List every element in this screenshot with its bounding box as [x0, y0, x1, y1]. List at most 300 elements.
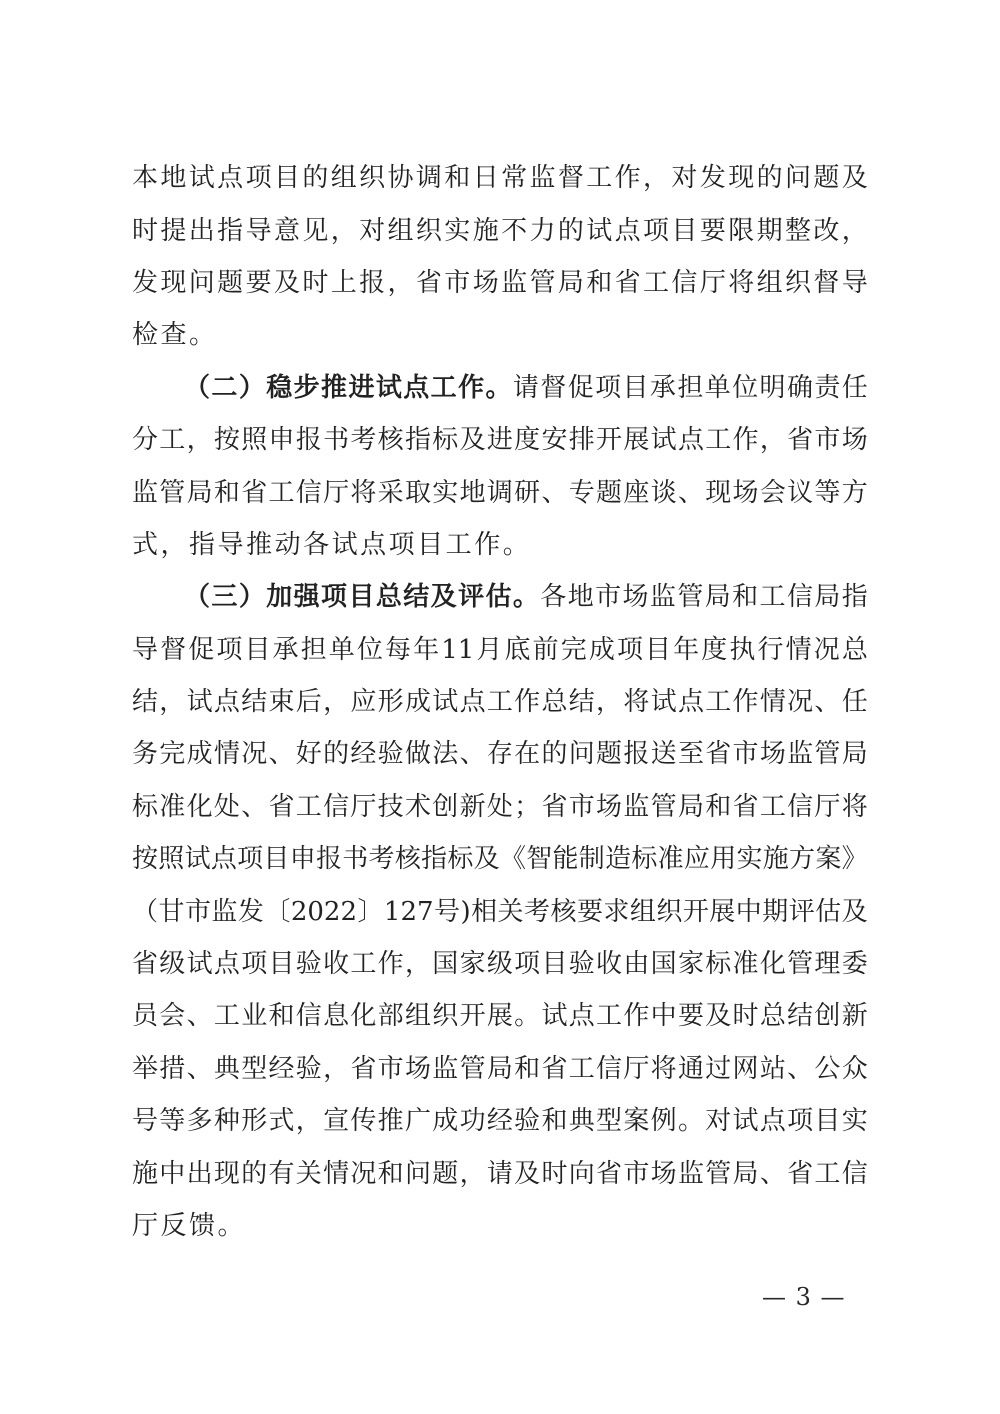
- glyph: 要: [699, 215, 726, 246]
- glyph: 技: [377, 791, 404, 822]
- glyph: ，: [160, 529, 187, 560]
- glyph: 标: [631, 844, 658, 875]
- glyph: 局: [186, 477, 213, 508]
- glyph: 目: [814, 1106, 841, 1137]
- glyph: 报: [315, 844, 342, 875]
- glyph: 试: [184, 844, 211, 875]
- glyph: 发: [237, 896, 264, 927]
- glyph: 型: [596, 1106, 623, 1137]
- glyph: 考: [524, 896, 551, 927]
- glyph: 局: [677, 791, 704, 822]
- glyph: 承: [649, 372, 676, 403]
- glyph: 请: [486, 1158, 513, 1189]
- glyph: 步: [293, 372, 320, 403]
- glyph: 实: [841, 1106, 868, 1137]
- glyph: ；: [514, 791, 541, 822]
- glyph: 、: [677, 477, 704, 508]
- glyph: 题: [432, 1158, 459, 1189]
- glyph: 措: [159, 1053, 186, 1084]
- glyph: 化: [186, 791, 213, 822]
- glyph: 目: [671, 215, 698, 246]
- glyph: 。: [512, 582, 539, 613]
- glyph: 将: [728, 267, 755, 298]
- glyph: 127: [383, 896, 434, 927]
- glyph: 责: [814, 372, 841, 403]
- glyph: 导: [217, 529, 244, 560]
- glyph: 后: [295, 687, 322, 718]
- glyph: 谈: [650, 477, 677, 508]
- glyph: 管: [650, 791, 677, 822]
- glyph: 三: [211, 582, 238, 613]
- glyph: 过: [705, 1053, 732, 1084]
- glyph: 问: [568, 739, 595, 770]
- glyph: 部: [377, 1001, 404, 1032]
- glyph: 制: [578, 844, 605, 875]
- glyph: 场: [596, 791, 623, 822]
- glyph: 工: [159, 425, 186, 456]
- glyph: 市: [444, 267, 471, 298]
- glyph: 作: [514, 687, 541, 718]
- glyph: 总: [375, 582, 402, 613]
- glyph: 信: [295, 1001, 322, 1032]
- glyph: 组: [404, 1001, 431, 1032]
- glyph: 况: [813, 634, 840, 665]
- glyph: 工: [445, 529, 472, 560]
- glyph: 经: [350, 739, 377, 770]
- glyph: 位: [732, 372, 759, 403]
- glyph: 信: [787, 791, 814, 822]
- glyph: 、: [787, 1053, 814, 1084]
- glyph: 场: [472, 267, 499, 298]
- glyph: 核: [394, 844, 421, 875]
- glyph: 项: [514, 949, 541, 980]
- glyph: 管: [677, 582, 704, 613]
- glyph: 监: [787, 739, 814, 770]
- glyph: 国: [432, 949, 459, 980]
- glyph: 任: [841, 687, 868, 718]
- glyph: 项: [643, 215, 670, 246]
- glyph: 信: [841, 1158, 868, 1189]
- text-line: [132, 1200, 868, 1252]
- glyph: 要: [576, 896, 603, 927]
- glyph: 场: [841, 425, 868, 456]
- glyph: 术: [404, 791, 431, 822]
- text-line: [132, 676, 868, 728]
- glyph: 组: [629, 896, 656, 927]
- glyph: 场: [759, 739, 786, 770]
- glyph: ，: [323, 687, 350, 718]
- glyph: 申: [268, 425, 295, 456]
- glyph: 督: [540, 372, 567, 403]
- glyph: 工: [350, 949, 377, 980]
- glyph: 式: [268, 1106, 295, 1137]
- glyph: 作: [623, 1001, 650, 1032]
- glyph: 指: [217, 215, 244, 246]
- glyph: 对: [359, 215, 386, 246]
- glyph: 作: [458, 372, 485, 403]
- glyph: 的: [241, 1158, 268, 1189]
- glyph: 织: [656, 896, 683, 927]
- glyph: 造: [605, 844, 632, 875]
- glyph: 应: [683, 844, 710, 875]
- glyph: 管: [705, 1158, 732, 1189]
- glyph: 施: [132, 1158, 159, 1189]
- glyph: 报: [359, 267, 386, 298]
- glyph: 题: [217, 267, 244, 298]
- glyph: 作: [377, 949, 404, 980]
- glyph: 厅: [623, 1053, 650, 1084]
- glyph: 现: [705, 477, 732, 508]
- glyph: 不: [501, 215, 528, 246]
- glyph: 准: [159, 791, 186, 822]
- glyph: 期: [762, 896, 789, 927]
- glyph: 督: [160, 634, 187, 665]
- glyph: 试: [186, 949, 213, 980]
- glyph: 推: [321, 372, 348, 403]
- glyph: 监: [432, 1053, 459, 1084]
- glyph: 准: [657, 844, 684, 875]
- glyph: 处: [486, 791, 513, 822]
- glyph: 开: [459, 1001, 486, 1032]
- glyph: 委: [841, 949, 868, 980]
- glyph: 化: [759, 949, 786, 980]
- glyph: 场: [622, 582, 649, 613]
- glyph: 行: [757, 634, 784, 665]
- glyph: 月: [476, 634, 503, 665]
- glyph: 、: [186, 1001, 213, 1032]
- glyph: 前: [532, 634, 559, 665]
- glyph: 照: [241, 425, 268, 456]
- glyph: 关: [497, 896, 524, 927]
- glyph: 开: [596, 425, 623, 456]
- glyph: 级: [159, 949, 186, 980]
- glyph: 织: [359, 163, 386, 194]
- glyph: 调: [415, 163, 442, 194]
- glyph: 经: [268, 1053, 295, 1084]
- glyph: 单: [704, 372, 731, 403]
- glyph: （: [184, 582, 211, 613]
- glyph: 种: [213, 1106, 240, 1137]
- glyph: 申: [289, 844, 316, 875]
- glyph: 经: [486, 1106, 513, 1137]
- glyph: 的: [756, 163, 783, 194]
- glyph: 出: [188, 215, 215, 246]
- glyph: 要: [245, 267, 272, 298]
- glyph: 展: [709, 896, 736, 927]
- glyph: 、: [814, 687, 841, 718]
- glyph: 书: [323, 425, 350, 456]
- glyph: 省: [787, 425, 814, 456]
- glyph: 发: [699, 163, 726, 194]
- glyph: 馈: [189, 1211, 216, 1241]
- glyph: 法: [432, 739, 459, 770]
- glyph: 创: [432, 791, 459, 822]
- glyph: 中: [735, 896, 762, 927]
- glyph: 地: [160, 163, 187, 194]
- glyph: 二: [211, 372, 238, 403]
- glyph: 组: [330, 163, 357, 194]
- glyph: 省: [415, 267, 442, 298]
- glyph: 成: [588, 634, 615, 665]
- glyph: 市: [377, 1053, 404, 1084]
- glyph: 市: [568, 791, 595, 822]
- glyph: 目: [348, 582, 375, 613]
- glyph: 厅: [132, 1211, 159, 1241]
- glyph: ，: [295, 1106, 322, 1137]
- glyph: 作: [474, 529, 501, 560]
- glyph: 反: [160, 1211, 187, 1241]
- glyph: 推: [246, 529, 273, 560]
- glyph: ，: [330, 215, 357, 246]
- glyph: 场: [404, 1053, 431, 1084]
- glyph: 问: [784, 163, 811, 194]
- glyph: 信: [295, 477, 322, 508]
- glyph: 、: [268, 739, 295, 770]
- glyph: 级: [486, 949, 513, 980]
- glyph: 整: [784, 215, 811, 246]
- glyph: 总: [541, 687, 568, 718]
- glyph: 点: [459, 687, 486, 718]
- glyph: 等: [159, 1106, 186, 1137]
- glyph: 推: [377, 1106, 404, 1137]
- glyph: 期: [756, 215, 783, 246]
- glyph: 检: [132, 320, 159, 351]
- text-line: [132, 1095, 868, 1147]
- glyph: 》: [841, 844, 868, 875]
- glyph: 众: [841, 1053, 868, 1084]
- glyph: 按: [132, 844, 159, 875]
- glyph: 传: [350, 1106, 377, 1137]
- glyph: 点: [759, 1106, 786, 1137]
- glyph: 项: [241, 949, 268, 980]
- glyph: 〔: [264, 896, 291, 927]
- text-line: [132, 519, 868, 571]
- glyph: 局: [841, 739, 868, 770]
- glyph: 常: [501, 163, 528, 194]
- glyph: 协: [387, 163, 414, 194]
- glyph: 时: [302, 267, 329, 298]
- glyph: 书: [342, 844, 369, 875]
- glyph: 结: [241, 687, 268, 718]
- glyph: 试: [586, 215, 613, 246]
- text-line: [132, 257, 868, 309]
- glyph: 位: [356, 634, 383, 665]
- glyph: 市: [595, 582, 622, 613]
- glyph: 收: [596, 949, 623, 980]
- glyph: 做: [404, 739, 431, 770]
- glyph: 分: [132, 425, 159, 456]
- glyph: 见: [302, 215, 329, 246]
- glyph: 束: [268, 687, 295, 718]
- glyph: 在: [514, 739, 541, 770]
- text-line: [132, 624, 868, 676]
- glyph: 任: [841, 372, 868, 403]
- glyph: 及: [459, 425, 486, 456]
- glyph: 点: [614, 215, 641, 246]
- glyph: 度: [701, 634, 728, 665]
- glyph: ，: [596, 687, 623, 718]
- glyph: 中: [159, 1158, 186, 1189]
- glyph: 甘: [158, 896, 185, 927]
- glyph: 导: [132, 634, 159, 665]
- glyph: 市: [623, 1158, 650, 1189]
- glyph: 和: [514, 1053, 541, 1084]
- glyph: 的: [302, 163, 329, 194]
- text-line: [132, 309, 868, 361]
- glyph: 化: [350, 1001, 377, 1032]
- glyph: ，: [323, 1053, 350, 1084]
- glyph: 国: [650, 949, 677, 980]
- glyph: 工: [705, 687, 732, 718]
- glyph: 核: [550, 896, 577, 927]
- glyph: 项: [216, 634, 243, 665]
- glyph: ，: [643, 163, 670, 194]
- glyph: （: [184, 372, 211, 403]
- glyph: 强: [293, 582, 320, 613]
- glyph: 场: [732, 477, 759, 508]
- glyph: 日: [472, 163, 499, 194]
- glyph: 智: [526, 844, 553, 875]
- glyph: 省: [541, 1053, 568, 1084]
- glyph: 各: [540, 582, 567, 613]
- glyph: 总: [841, 634, 868, 665]
- glyph: 核: [377, 425, 404, 456]
- glyph: 信: [671, 267, 698, 298]
- glyph: 出: [186, 1158, 213, 1189]
- glyph: 年: [413, 634, 440, 665]
- glyph: 采: [377, 477, 404, 508]
- glyph: 。: [514, 1001, 541, 1032]
- glyph: 导: [245, 215, 272, 246]
- glyph: 确: [786, 372, 813, 403]
- glyph: 请: [512, 372, 539, 403]
- glyph: 省: [596, 1158, 623, 1189]
- glyph: 研: [514, 477, 541, 508]
- glyph: 地: [567, 582, 594, 613]
- glyph: 点: [677, 425, 704, 456]
- glyph: 成: [186, 739, 213, 770]
- glyph: 题: [596, 739, 623, 770]
- glyph: 本: [132, 163, 159, 194]
- glyph: 完: [159, 739, 186, 770]
- glyph: 及: [841, 163, 868, 194]
- glyph: 工: [586, 163, 613, 194]
- glyph: ）: [238, 372, 265, 403]
- glyph: 将: [623, 687, 650, 718]
- glyph: 工: [486, 687, 513, 718]
- page-number: — 3 —: [762, 1283, 846, 1311]
- glyph: 织: [432, 1001, 459, 1032]
- glyph: 对: [705, 1106, 732, 1137]
- glyph: 省: [614, 267, 641, 298]
- glyph: 广: [404, 1106, 431, 1137]
- glyph: 实: [444, 215, 471, 246]
- glyph: 工: [213, 1001, 240, 1032]
- glyph: （: [132, 896, 159, 927]
- glyph: 督: [557, 163, 584, 194]
- glyph: 工: [568, 1053, 595, 1084]
- glyph: 将: [650, 1053, 677, 1084]
- glyph: 成: [432, 1106, 459, 1137]
- glyph: 项: [616, 634, 643, 665]
- glyph: 新: [841, 1001, 868, 1032]
- glyph: 总: [759, 1001, 786, 1032]
- glyph: 省: [241, 477, 268, 508]
- glyph: 时: [732, 1001, 759, 1032]
- text-line: [132, 1043, 868, 1095]
- glyph: 信: [323, 791, 350, 822]
- glyph: 结: [568, 687, 595, 718]
- glyph: 送: [650, 739, 677, 770]
- glyph: 展: [486, 1001, 513, 1032]
- glyph: 稳: [266, 372, 293, 403]
- glyph: 目: [622, 372, 649, 403]
- glyph: 场: [650, 1158, 677, 1189]
- glyph: 处: [213, 791, 240, 822]
- glyph: 的: [541, 739, 568, 770]
- glyph: 点: [213, 687, 240, 718]
- glyph: 局: [704, 582, 731, 613]
- glyph: 查: [160, 320, 187, 351]
- glyph: 管: [814, 739, 841, 770]
- glyph: 结: [787, 1001, 814, 1032]
- glyph: 站: [759, 1053, 786, 1084]
- glyph: 中: [650, 1001, 677, 1032]
- glyph: 关: [295, 1158, 322, 1189]
- glyph: 考: [368, 844, 395, 875]
- glyph: 等: [814, 477, 841, 508]
- glyph: 省: [787, 1158, 814, 1189]
- glyph: 限: [728, 215, 755, 246]
- glyph: 问: [188, 267, 215, 298]
- glyph: 排: [568, 425, 595, 456]
- glyph: 加: [266, 582, 293, 613]
- glyph: 务: [132, 739, 159, 770]
- glyph: 促: [567, 372, 594, 403]
- glyph: 存: [486, 739, 513, 770]
- glyph: 现: [160, 267, 187, 298]
- glyph: 试: [186, 687, 213, 718]
- glyph: 工: [643, 267, 670, 298]
- glyph: 。: [189, 320, 216, 351]
- glyph: 指: [404, 425, 431, 456]
- glyph: 报: [295, 425, 322, 456]
- glyph: 监: [211, 896, 238, 927]
- glyph: 试: [732, 1106, 759, 1137]
- glyph: 施: [762, 844, 789, 875]
- glyph: 工: [295, 791, 322, 822]
- glyph: 项: [321, 582, 348, 613]
- glyph: 省: [541, 791, 568, 822]
- glyph: 用: [710, 844, 737, 875]
- glyph: 评: [458, 582, 485, 613]
- glyph: 验: [568, 949, 595, 980]
- glyph: 成: [404, 687, 431, 718]
- glyph: 作: [614, 163, 641, 194]
- glyph: 地: [459, 477, 486, 508]
- glyph: 方: [841, 477, 868, 508]
- glyph: 作: [732, 687, 759, 718]
- glyph: 收: [323, 949, 350, 980]
- glyph: 。: [502, 529, 529, 560]
- glyph: 管: [529, 267, 556, 298]
- glyph: 展: [623, 425, 650, 456]
- glyph: 工: [759, 582, 786, 613]
- glyph: 试: [188, 163, 215, 194]
- glyph: 情: [759, 687, 786, 718]
- glyph: 项: [787, 1106, 814, 1137]
- glyph: 省: [268, 791, 295, 822]
